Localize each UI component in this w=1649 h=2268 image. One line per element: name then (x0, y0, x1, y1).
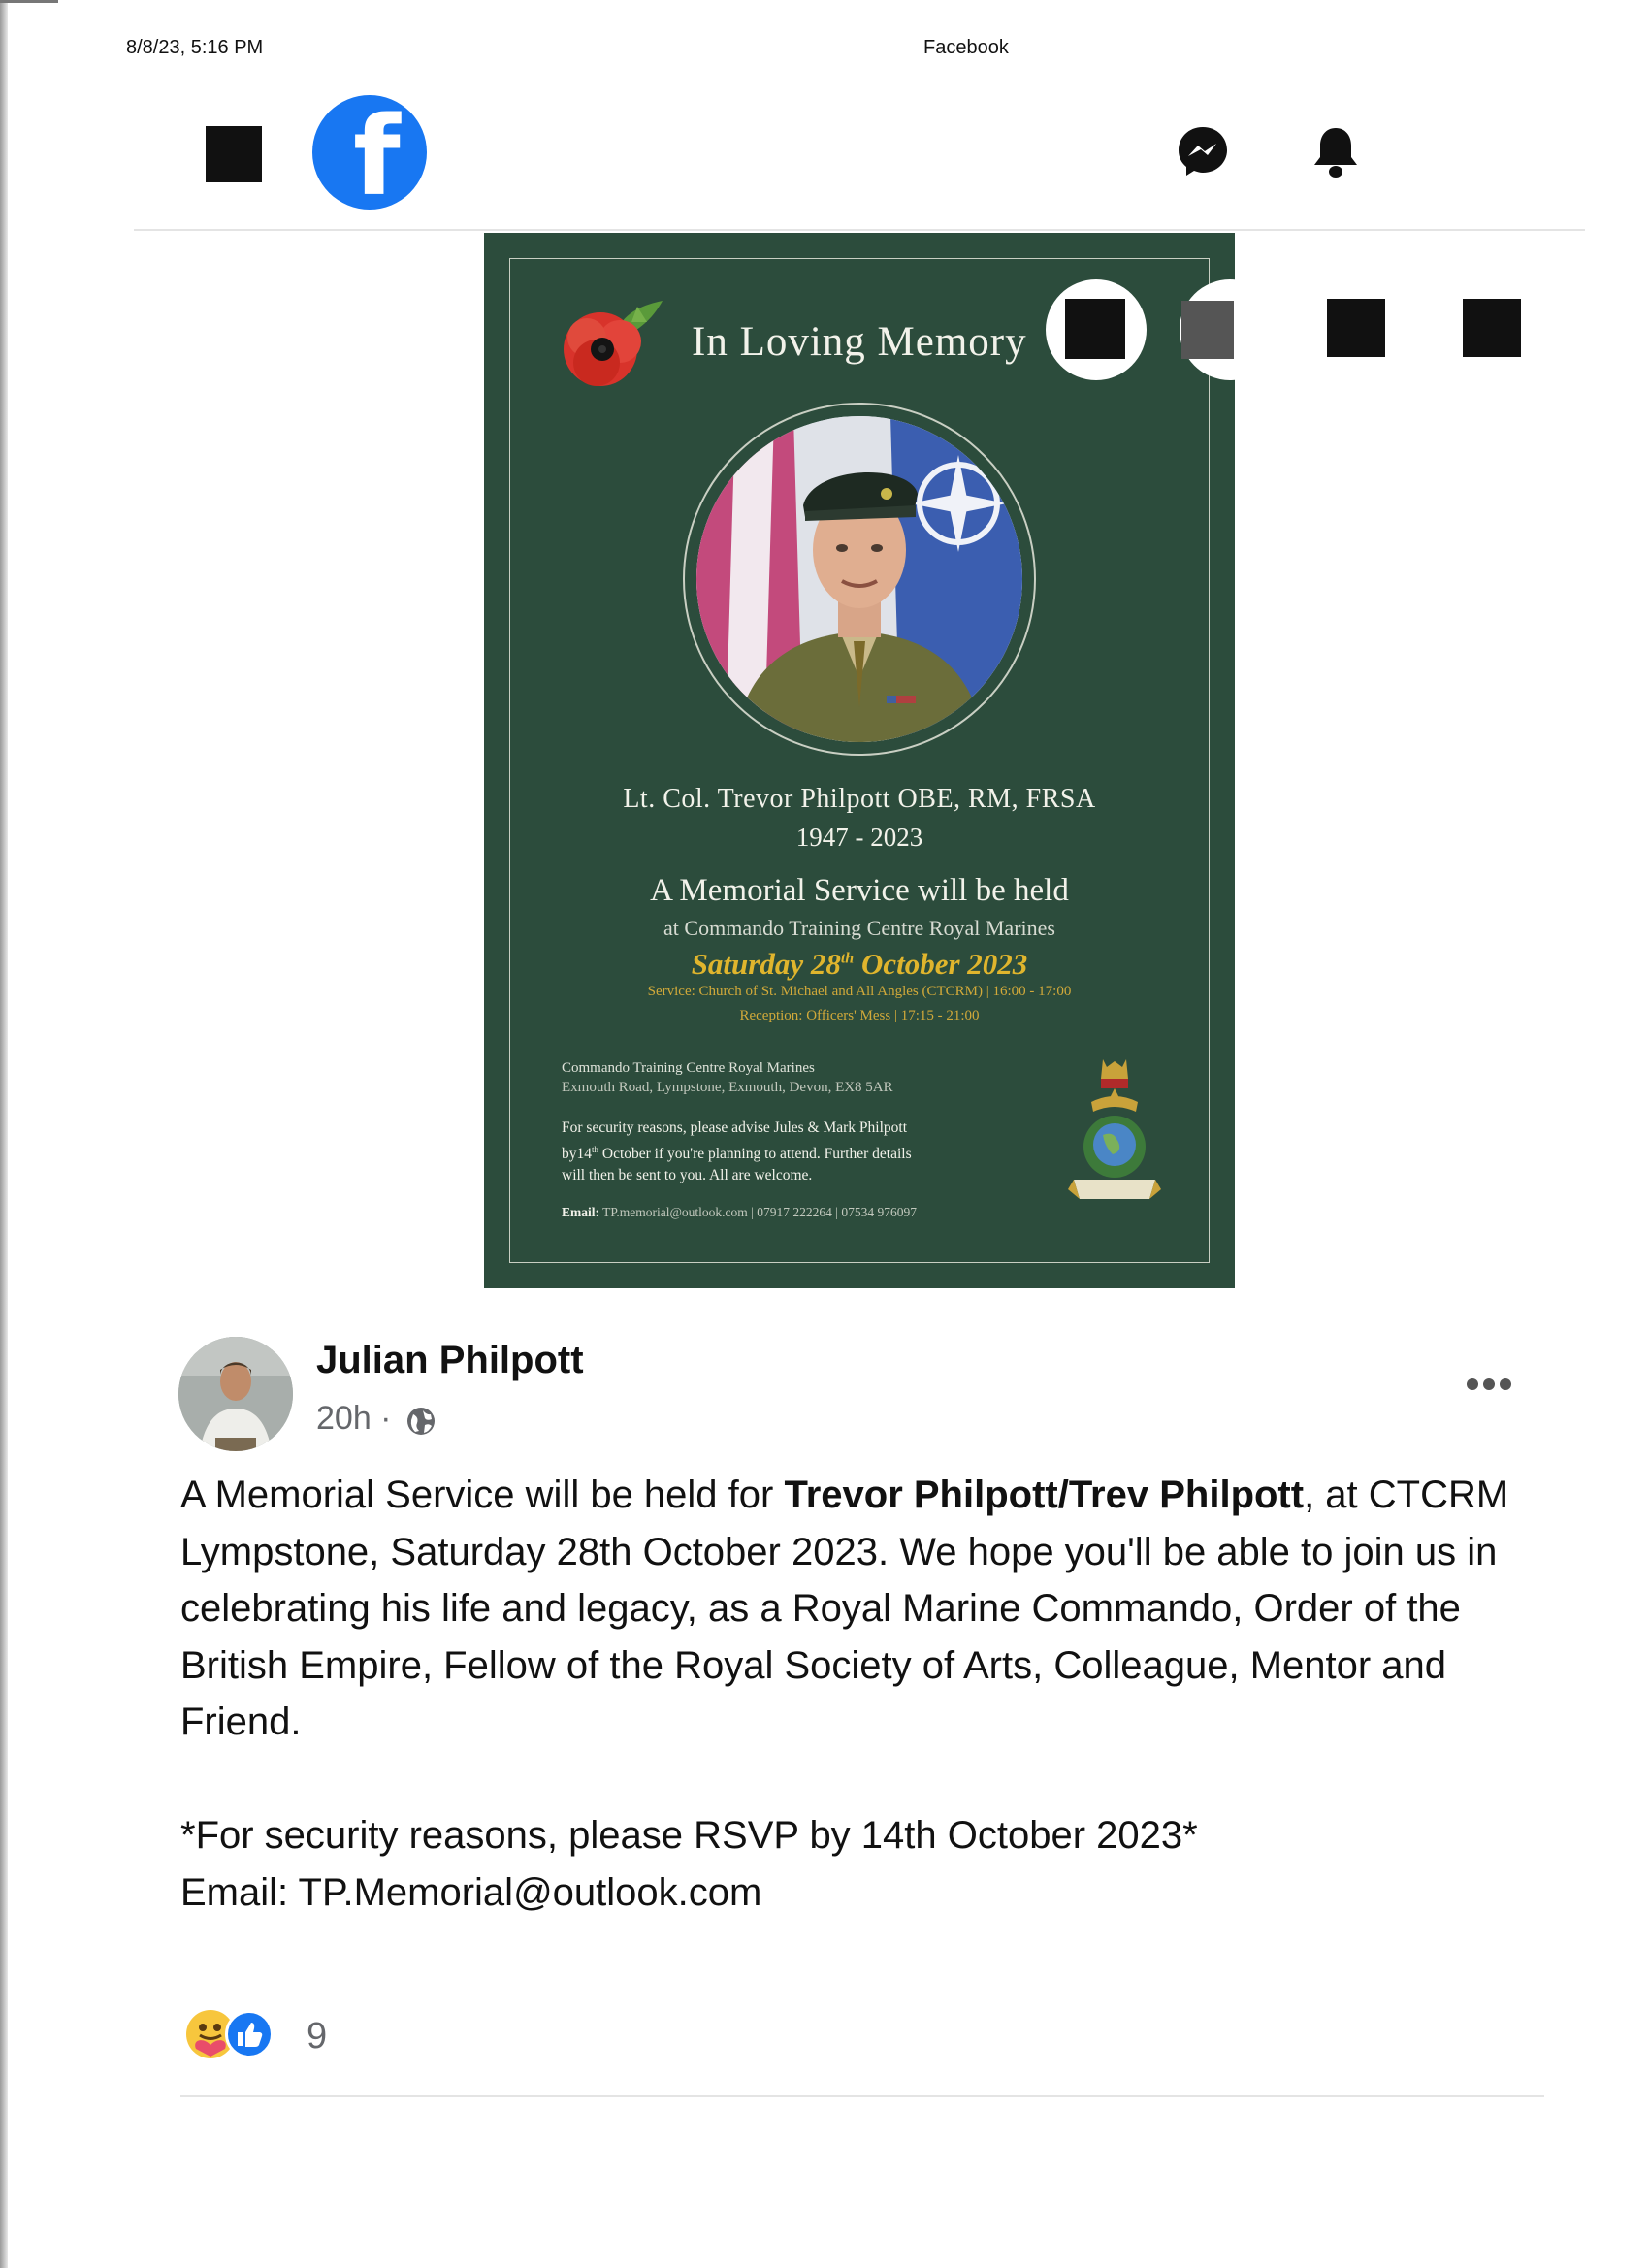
post-rsvp-line: *For security reasons, please RSVP by 14th October 2023* (180, 1814, 1198, 1857)
overlay-square-icon (1065, 299, 1125, 359)
date-prefix: Saturday 28 (691, 947, 841, 981)
avatar[interactable] (178, 1337, 293, 1451)
card-contact (562, 1205, 917, 1220)
overlay-mask (1234, 281, 1292, 378)
post-paragraph-1 (180, 1467, 1558, 1751)
scan-mark (0, 0, 58, 3)
tagged-person-link[interactable]: Trevor Philpott/Trev Philpott (784, 1474, 1305, 1516)
card-email-contact: TP.memorial@outlook.com | 07917 222264 | 07534 976097 (599, 1205, 917, 1219)
messenger-icon[interactable] (1176, 124, 1230, 178)
post-email-line: Email: TP.Memorial@outlook.com (180, 1870, 762, 1914)
facebook-logo-glyph: f (353, 95, 401, 210)
print-datetime: 8/8/23, 5:16 PM (126, 37, 264, 58)
service-time: Service: Church of St. Michael and All Angles (CTCRM) | 16:00 - 17:00 (647, 984, 1072, 999)
service-location: at Commando Training Centre Royal Marines (663, 916, 1055, 940)
portrait-photo (696, 416, 1022, 742)
overlay-square-icon[interactable] (1327, 299, 1385, 357)
avatar-illustration (178, 1337, 293, 1451)
security-line-2-rest: October if you're planning to attend. Further details (598, 1146, 912, 1163)
memorial-card-image[interactable] (484, 233, 1235, 1288)
post-text (180, 1467, 1558, 1921)
bell-icon[interactable] (1311, 124, 1360, 180)
post-text-intro: A Memorial Service will be held for (180, 1474, 785, 1516)
address-line-2: Exmouth Road, Lympstone, Exmouth, Devon, EX8 5AR (562, 1080, 893, 1095)
print-site-title: Facebook (923, 37, 1009, 58)
service-date (523, 947, 1196, 982)
poppy-icon (558, 293, 674, 402)
actions-divider (180, 2095, 1544, 2097)
card-email-label: Email: (562, 1205, 599, 1219)
post-author[interactable]: Julian Philpott (316, 1339, 584, 1381)
security-line-1: For security reasons, please advise Jules & Mark Philpott (562, 1119, 908, 1136)
date-suffix: th (840, 950, 855, 967)
portrait-illustration (696, 416, 1022, 742)
honoree-years: 1947 - 2023 (795, 823, 923, 852)
royal-marines-badge-icon (1066, 1057, 1163, 1213)
scan-edge (0, 0, 8, 2268)
globe-icon (405, 1406, 436, 1437)
security-line-3: will then be sent to you. All are welcome. (562, 1167, 813, 1184)
security-date-suffix: th (592, 1145, 599, 1154)
security-date: by14 (562, 1146, 592, 1163)
reception-time: Reception: Officers' Mess | 17:15 - 21:00 (739, 1008, 980, 1023)
more-options-icon[interactable] (1467, 1377, 1517, 1391)
honoree-name: Lt. Col. Trevor Philpott OBE, RM, FRSA (623, 784, 1096, 814)
post-text-rest: , at CTCRM Lympstone, Saturday 28th October 2023. We hope you'll be able to join us in celebrating his life and legacy, as a Royal Marine Commando, Order of the British Empire, Fellow of the Royal Society of Arts, Colleague, Mentor and Friend. (180, 1474, 1509, 1743)
like-reaction-icon (225, 2010, 274, 2058)
facebook-logo-icon[interactable] (312, 95, 427, 210)
security-notice (562, 1118, 1066, 1186)
service-heading: A Memorial Service will be held (650, 873, 1069, 908)
post-timestamp[interactable]: 20h · (316, 1400, 392, 1437)
header-divider (134, 229, 1585, 231)
menu-icon[interactable] (206, 126, 262, 182)
card-title: In Loving Memory (692, 319, 1027, 365)
overlay-square-icon[interactable] (1463, 299, 1521, 357)
address-line-1: Commando Training Centre Royal Marines (562, 1060, 815, 1076)
date-rest: October 2023 (854, 947, 1028, 981)
portrait-frame (683, 403, 1036, 756)
reaction-count[interactable]: 9 (307, 2016, 328, 2057)
security-line-2 (562, 1139, 1066, 1165)
